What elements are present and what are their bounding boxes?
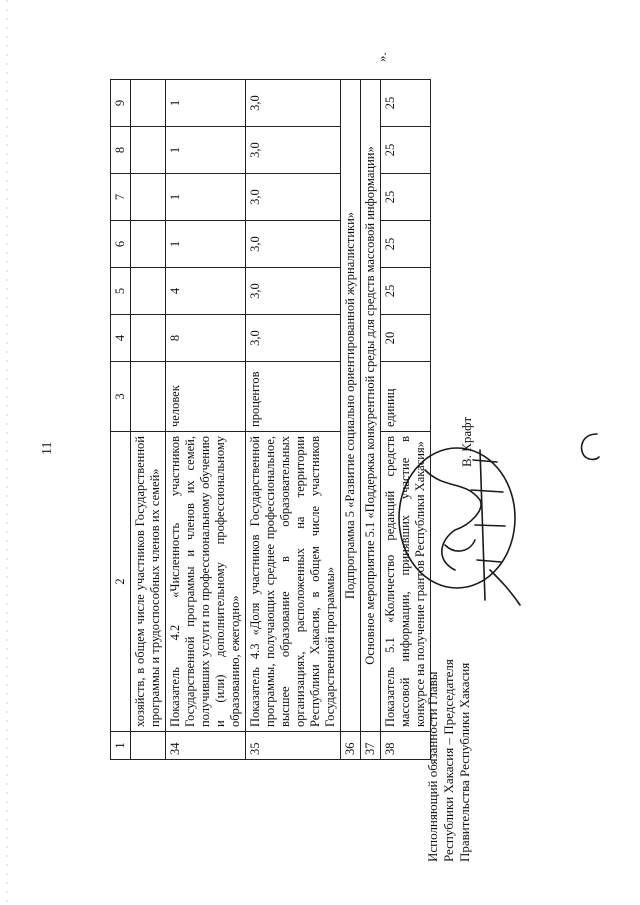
value-cell: 1 — [166, 221, 246, 268]
header-cell-3: 3 — [111, 362, 131, 432]
ink-mark-icon — [575, 430, 605, 464]
value-cell: 25 — [381, 174, 431, 221]
header-cell-7: 7 — [111, 174, 131, 221]
scan-edge-noise — [6, 0, 8, 905]
header-cell-6: 6 — [111, 221, 131, 268]
signature-stroke — [425, 470, 481, 570]
header-cell-2: 2 — [111, 432, 131, 732]
value-cell: 25 — [381, 127, 431, 174]
value-cell — [131, 315, 166, 362]
value-cell: 20 — [381, 315, 431, 362]
unit-cell: человек — [166, 362, 246, 432]
signer-name: В. Крафт — [459, 416, 474, 467]
row-number: 34 — [166, 732, 246, 760]
handwritten-signature — [385, 430, 530, 610]
row-number — [131, 732, 166, 760]
table-section-row — [341, 80, 361, 760]
row-number: 35 — [246, 732, 341, 760]
value-cell — [131, 80, 166, 127]
table-row — [131, 80, 166, 760]
table-row — [166, 80, 246, 760]
indicator-text: Показатель 4.2 «Численность участников Государственной программы и членов их семей, получивших услуги по профессиональному обучению и (или) дополнительному профессиональному образованию, ежегодно» — [166, 432, 246, 732]
value-cell: 4 — [166, 268, 246, 315]
value-cell: 1 — [166, 174, 246, 221]
measure-heading: Основное мероприятие 5.1 «Поддержка конкурентной среды для средств массовой информации» — [361, 80, 381, 732]
row-number: 36 — [341, 732, 361, 760]
table-section-row — [361, 80, 381, 760]
signature-stroke — [490, 570, 520, 605]
unit-cell — [131, 362, 166, 432]
value-cell: 1 — [166, 127, 246, 174]
value-cell — [131, 221, 166, 268]
value-cell: 3,0 — [246, 315, 341, 362]
header-cell-1: 1 — [111, 732, 131, 760]
header-cell-5: 5 — [111, 268, 131, 315]
signature-stroke — [445, 540, 475, 551]
signer-title-line: Исполняющий обязанности Главы — [425, 671, 440, 862]
indicator-text: Показатель 4.3 «Доля участников Государственной программы, получающих среднее профессиональное, высшее образование в образовательных организациях, расположенных на территории Республики Хакасия, в общем числе участников Государственной программы» — [246, 432, 341, 732]
signature-loop — [399, 448, 515, 588]
value-cell — [131, 174, 166, 221]
value-cell: 3,0 — [246, 80, 341, 127]
value-cell — [131, 127, 166, 174]
row-number: 38 — [381, 732, 431, 760]
header-cell-9: 9 — [111, 80, 131, 127]
value-cell: 3,0 — [246, 127, 341, 174]
subprogram-heading: Подпрограмма 5 «Развитие социально ориентированной журналистики» — [341, 80, 361, 732]
table-header-row — [111, 80, 131, 760]
signature-stroke — [471, 460, 505, 562]
indicator-text: Показатель 5.1 «Количество редакций средств массовой информации, принявших участие в конкурсе на получение грантов Республики Хакасия» — [381, 432, 431, 732]
table-row — [381, 80, 431, 760]
value-cell: 3,0 — [246, 174, 341, 221]
value-cell: 25 — [381, 221, 431, 268]
page-number: 11 — [40, 441, 55, 455]
closing-quote: ». — [374, 52, 389, 62]
value-cell: 3,0 — [246, 221, 341, 268]
unit-cell: процентов — [246, 362, 341, 432]
value-cell: 25 — [381, 80, 431, 127]
header-cell-8: 8 — [111, 127, 131, 174]
rotated-page-content — [110, 80, 427, 760]
value-cell — [131, 268, 166, 315]
indicator-text: хозяйств, в общем числе участников Государственной программы и трудоспособных членов их семей» — [131, 432, 166, 732]
indicators-table — [110, 79, 431, 760]
value-cell: 1 — [166, 80, 246, 127]
signer-title — [425, 602, 473, 862]
signer-title-line: Правительства Республики Хакасия — [457, 662, 472, 862]
table-row — [246, 80, 341, 760]
unit-cell: единиц — [381, 362, 431, 432]
row-number: 37 — [361, 732, 381, 760]
value-cell: 3,0 — [246, 268, 341, 315]
header-cell-4: 4 — [111, 315, 131, 362]
value-cell: 25 — [381, 268, 431, 315]
signer-title-line: Республики Хакасия – Председателя — [441, 659, 456, 862]
value-cell: 8 — [166, 315, 246, 362]
